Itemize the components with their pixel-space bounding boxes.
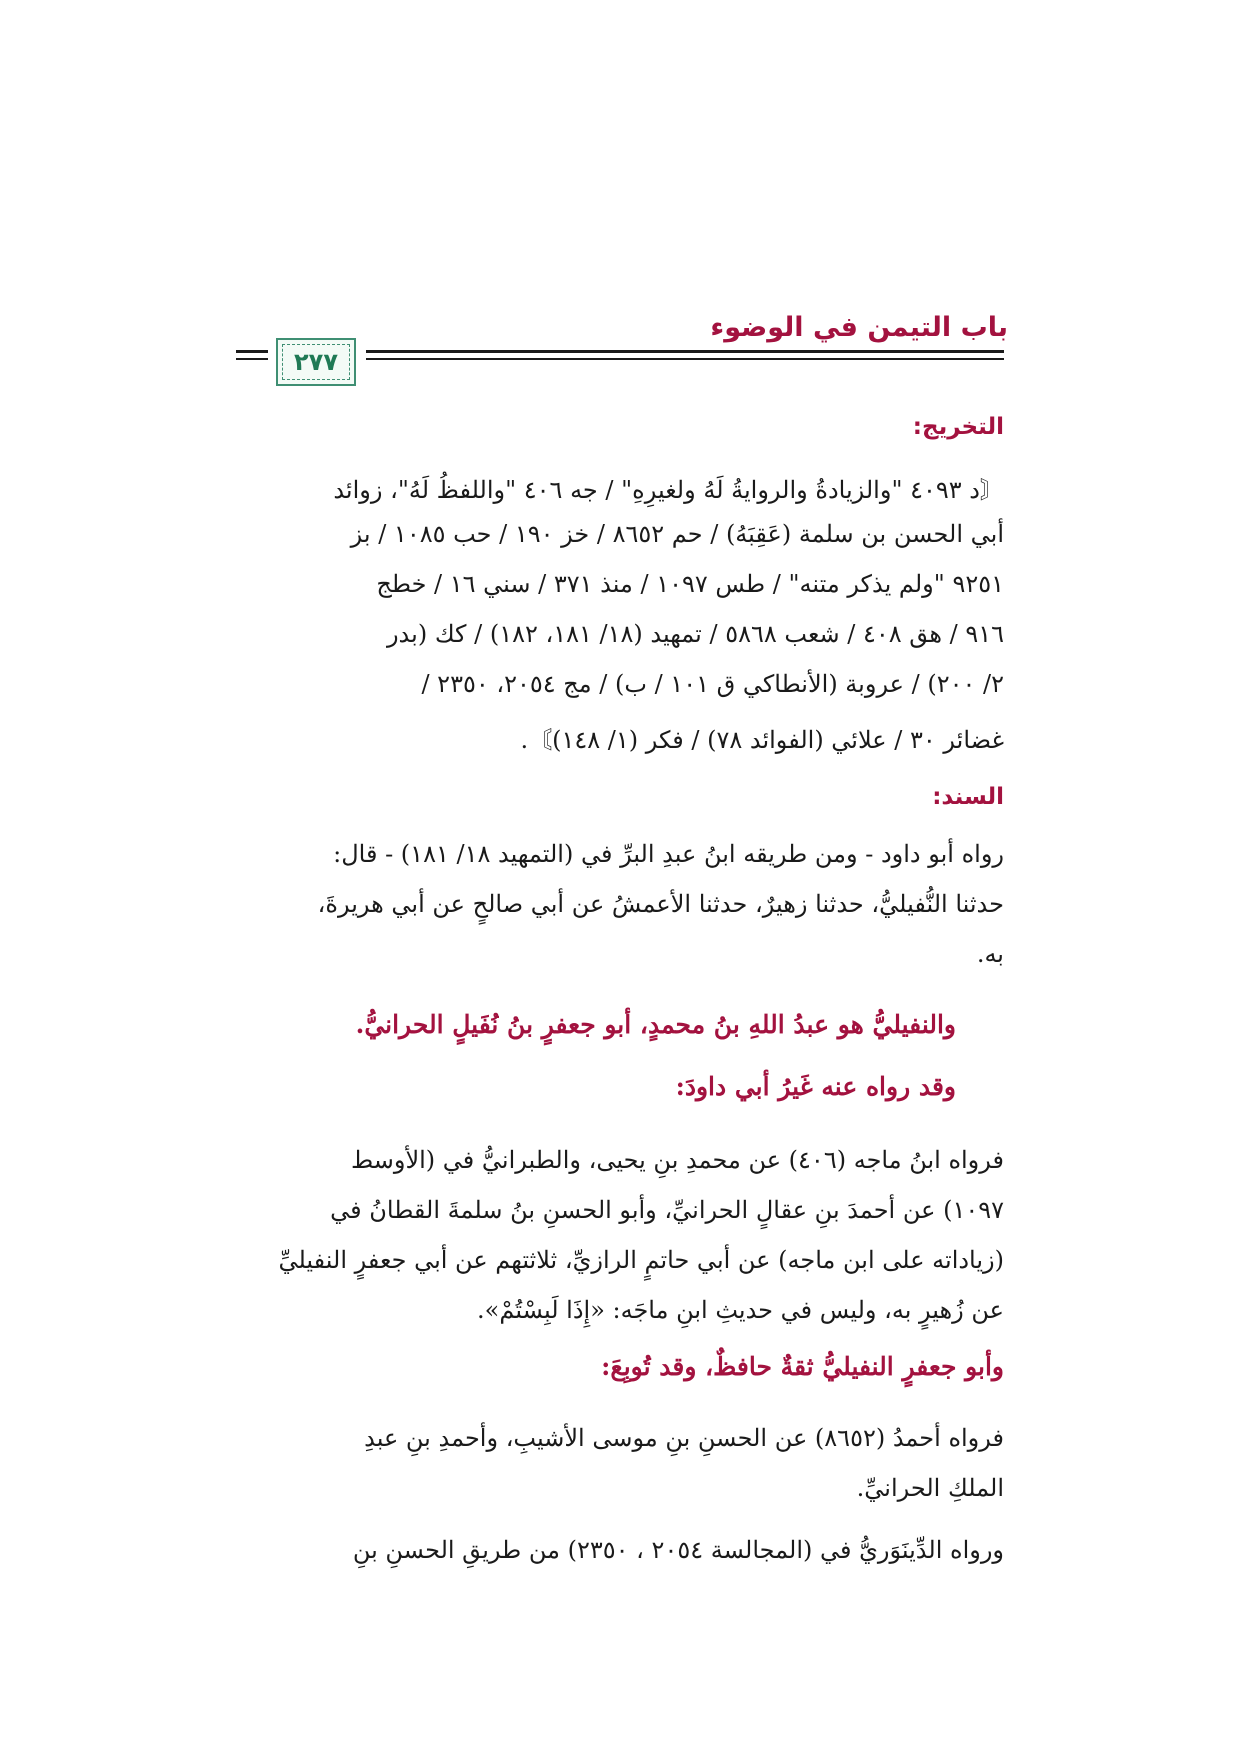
page-number: ٢٧٧ (294, 348, 338, 376)
sanad-line: حدثنا النُّفيليُّ، حدثنا زهيرٌ، حدثنا الأعمشُ عن أبي صالحٍ عن أبي هريرةَ، (317, 890, 1004, 918)
header-rule-bottom-right (366, 358, 1004, 360)
takhrij-line: أبي الحسن بن سلمة (عَقِبَهُ) / حم ٨٦٥٢ / خز ١٩٠ / حب ١٠٨٥ / بز (350, 520, 1004, 548)
paragraph-line: ورواه الدِّينَوَريُّ في (المجالسة ٢٠٥٤ ، ٢٣٥٠) من طريقِ الحسنِ بنِ (352, 1536, 1004, 1564)
page-number-badge (276, 338, 356, 386)
nufayli-note: والنفيليُّ هو عبدُ اللهِ بنُ محمدٍ، أبو جعفرٍ بنُ نُفَيلٍ الحرانيُّ. (355, 1010, 956, 1039)
paragraph-line: عن زُهيرٍ به، وليس في حديثِ ابنِ ماجَه: «إِذَا لَبِسْتُمْ». (477, 1296, 1004, 1324)
takhrij-line: ٩١٦ / هق ٤٠٨ / شعب ٥٨٦٨ / تمهيد (١٨/ ١٨١، ١٨٢) / كك (بدر (386, 620, 1004, 648)
takhrij-line: 〘د ٤٠٩٣ "والزيادةُ والروايةُ لَهُ ولغيرِهِ" / جه ٤٠٦ "واللفظُ لَهُ"، زوائد (333, 476, 1004, 504)
paragraph-line: فرواه أحمدُ (٨٦٥٢) عن الحسنِ بنِ موسى الأشيبِ، وأحمدِ بنِ عبدِ (364, 1424, 1004, 1452)
other-narrators-note: وقد رواه عنه غَيرُ أبي داودَ: (675, 1072, 956, 1101)
takhrij-heading: التخريج: (912, 414, 1004, 440)
paragraph-line: الملكِ الحرانيِّ. (856, 1474, 1004, 1502)
header-rule-top-left (236, 350, 268, 353)
takhrij-line: ٩٢٥١ "ولم يذكر متنه" / طس ١٠٩٧ / منذ ٣٧١ / سني ١٦ / خطج (376, 570, 1004, 598)
paragraph-line: (زياداته على ابن ماجه) عن أبي حاتمٍ الرازيِّ، ثلاثتهم عن أبي جعفرٍ النفيليِّ (278, 1246, 1004, 1274)
paragraph-line: ١٠٩٧) عن أحمدَ بنِ عقالٍ الحرانيِّ، وأبو الحسنِ بنُ سلمةَ القطانُ في (330, 1196, 1004, 1224)
thiqa-note: وأبو جعفرٍ النفيليُّ ثقةٌ حافظٌ، وقد تُوبِعَ: (601, 1352, 1004, 1381)
header-rule-bottom-left (236, 358, 268, 360)
sanad-line: رواه أبو داود - ومن طريقه ابنُ عبدِ البرِّ في (التمهيد ١٨/ ١٨١) - قال: (333, 840, 1004, 868)
takhrij-line: ٢/ ٢٠٠) / عروبة (الأنطاكي ق ١٠١ / ب) / مج ٢٠٥٤، ٢٣٥٠ / (421, 670, 1004, 698)
takhrij-line: غضائر ٣٠ / علائي (الفوائد ٧٨) / فكر (١/ ١٤٨)〙. (520, 726, 1004, 754)
chapter-title: باب التيمن في الوضوء (710, 312, 1008, 343)
paragraph-line: فرواه ابنُ ماجه (٤٠٦) عن محمدِ بنِ يحيى، والطبرانيُّ في (الأوسط (350, 1146, 1004, 1174)
sanad-heading: السند: (932, 784, 1004, 810)
sanad-line: به. (976, 940, 1004, 968)
header-rule-top-right (366, 350, 1004, 353)
